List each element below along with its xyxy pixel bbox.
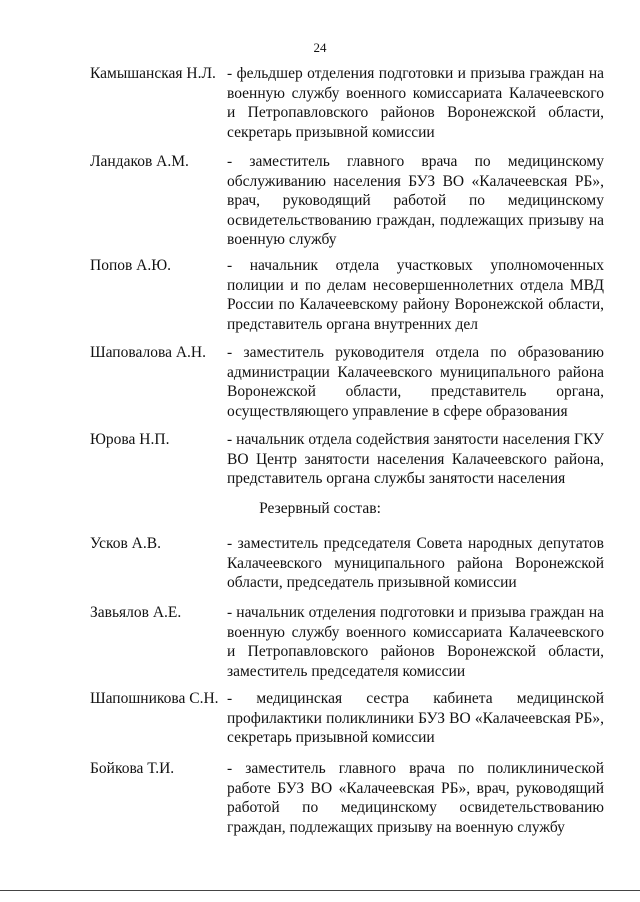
member-role: - начальник отдела содействия занятости населения ГКУ ВО Центр занятости населения Калачеевского района, представитель органа службы занятости населения — [227, 431, 604, 487]
member-name: Усков А.В. — [90, 535, 161, 552]
member-entry — [90, 152, 604, 250]
reserve-heading: Резервный состав: — [259, 500, 381, 517]
member-name: Бойкова Т.И. — [90, 760, 175, 777]
page-number: 24 — [313, 40, 327, 55]
member-role: - начальник отдела участковых уполномоченных полиции и по делам несовершеннолетних отдела МВД России по Калачеевскому району Воронежской области, представитель органа внутренних дел — [227, 257, 604, 333]
reserve-member-entry — [90, 534, 604, 593]
member-name: Попов А.Ю. — [90, 257, 172, 274]
member-entry — [90, 343, 604, 421]
member-name: Шапошникова С.Н. — [90, 690, 219, 707]
member-role: - фельдшер отделения подготовки и призыва граждан на военную службу военного комиссариата Калачеевского и Петропавловского районов Воронежской области, секретарь призывной комиссии — [227, 65, 604, 141]
reserve-member-entry — [90, 603, 604, 681]
member-role: - заместитель руководителя отдела по образованию администрации Калачеевского муниципального района Воронежской области, представитель органа, осуществляющего управление в сфере образования — [227, 344, 604, 420]
reserve-member-entry — [90, 689, 604, 748]
member-name: Шаповалова А.Н. — [90, 344, 206, 361]
member-role: - заместитель главного врача по поликлинической работе БУЗ ВО «Калачеевская РБ», врач, руководящий работой по медицинскому освидетельствованию граждан, подлежащих призыву на военную службу — [227, 760, 604, 836]
bottom-divider — [0, 890, 640, 891]
member-role: - медицинская сестра кабинета медицинской профилактики поликлиники БУЗ ВО «Калачеевская РБ», секретарь призывной комиссии — [227, 690, 604, 746]
member-role: - заместитель председателя Совета народных депутатов Калачеевского муниципального района Воронежской области, председатель призывной комиссии — [227, 535, 604, 591]
member-entry — [90, 256, 604, 334]
member-entry — [90, 64, 604, 142]
member-role: - начальник отделения подготовки и призыва граждан на военную службу военного комиссариата Калачеевского и Петропавловского районов Воронежской области, заместитель председателя комиссии — [227, 604, 604, 680]
member-role: - заместитель главного врача по медицинскому обслуживанию населения БУЗ ВО «Калачеевская РБ», врач, руководящий работой по медицинскому освидетельствованию граждан, подлежащих призыву на военную службу — [227, 153, 604, 248]
member-name: Юрова Н.П. — [90, 431, 170, 448]
member-name: Ландаков А.М. — [90, 153, 189, 170]
member-name: Камышанская Н.Л. — [90, 65, 216, 82]
member-entry — [90, 430, 604, 489]
member-name: Завьялов А.Е. — [90, 604, 182, 621]
reserve-member-entry — [90, 759, 604, 837]
